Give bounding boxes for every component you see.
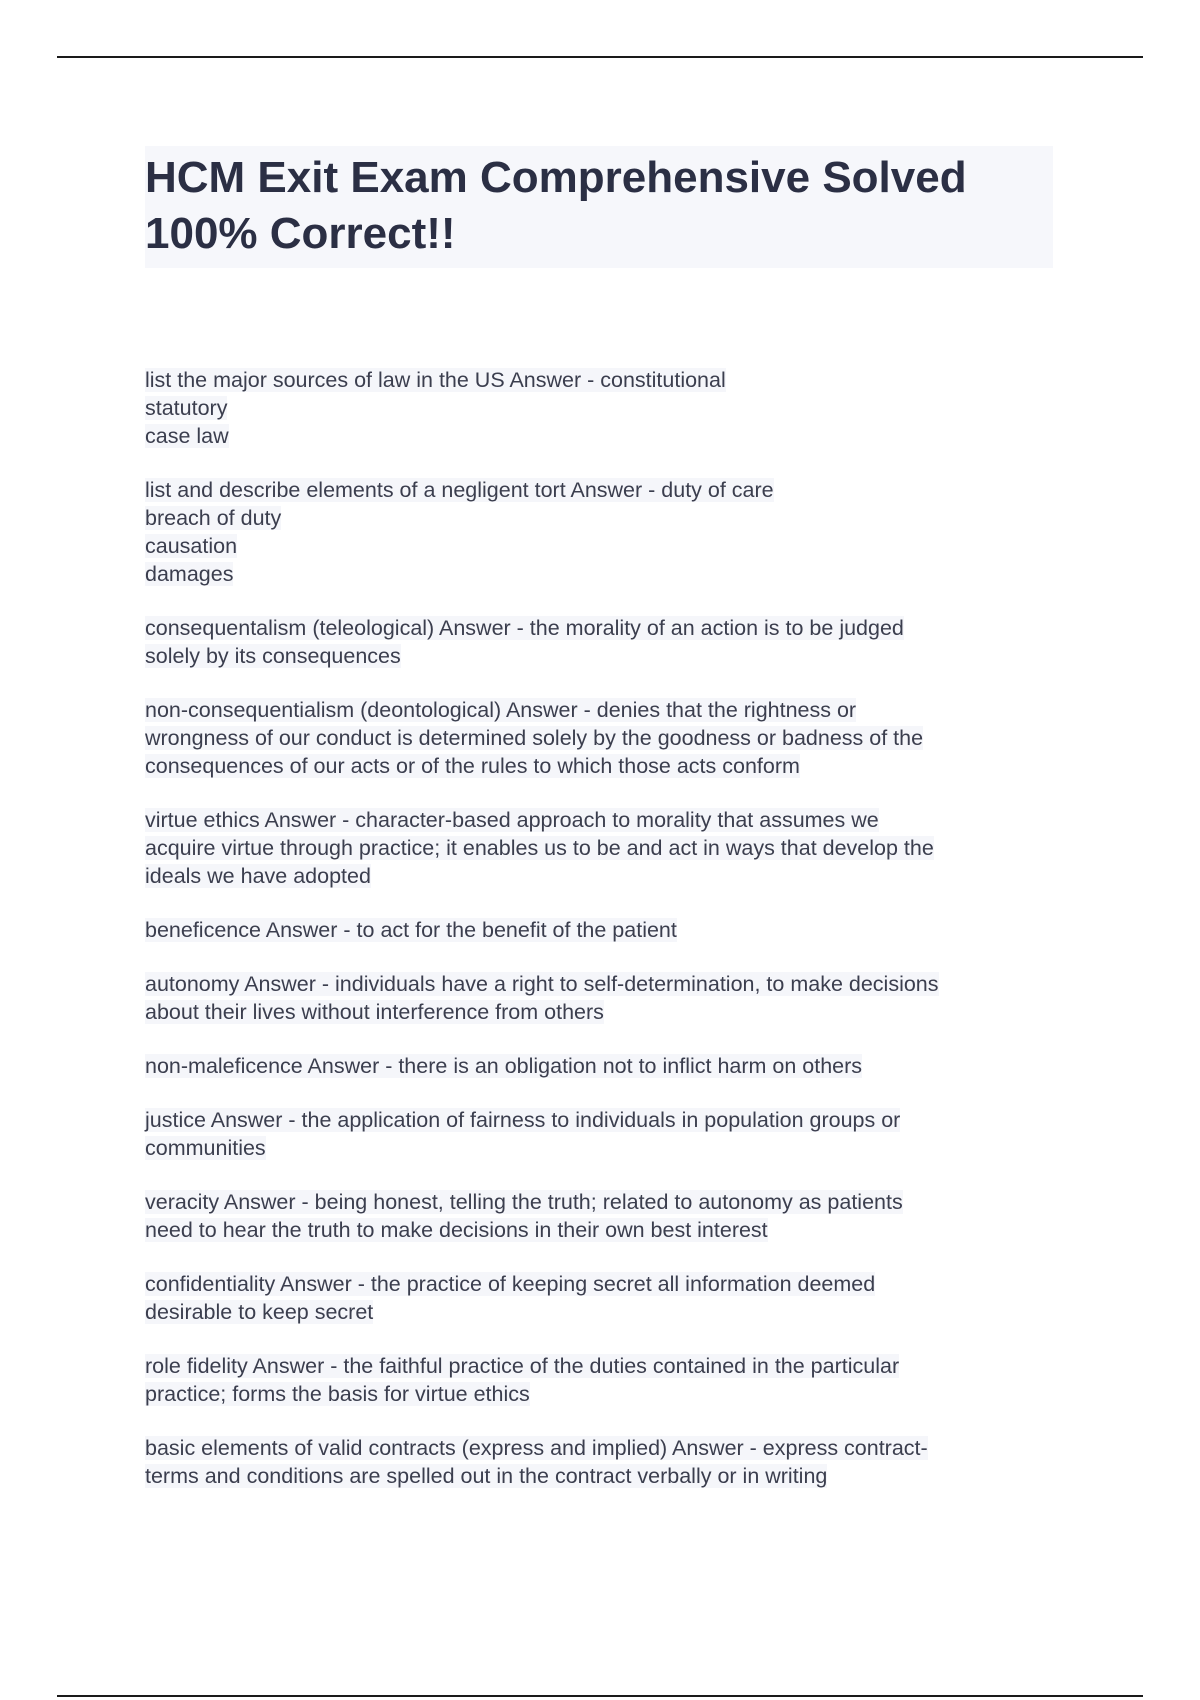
entry-line (145, 806, 1065, 834)
entry-line-text: about their lives without interference from others (145, 1000, 604, 1024)
qa-entry (145, 1434, 1065, 1490)
entry-line (145, 560, 1065, 588)
entry-line (145, 422, 1065, 450)
entry-line-text: justice Answer - the application of fairness to individuals in population groups or (145, 1108, 901, 1132)
qa-entry (145, 614, 1065, 670)
qa-entry (145, 970, 1065, 1026)
entry-line-text: list and describe elements of a negligent tort Answer - duty of care (145, 478, 774, 502)
qa-entry (145, 696, 1065, 780)
entry-line-text: virtue ethics Answer - character-based approach to morality that assumes we (145, 808, 879, 832)
qa-entries (145, 366, 1065, 1516)
entry-line (145, 1462, 1065, 1490)
entry-line-text: breach of duty (145, 506, 282, 530)
qa-entry (145, 1052, 1065, 1080)
entry-line-text: communities (145, 1136, 266, 1160)
entry-line (145, 614, 1065, 642)
entry-line-text: basic elements of valid contracts (express and implied) Answer - express contract- (145, 1436, 928, 1460)
entry-line (145, 366, 1065, 394)
entry-line-text: non-maleficence Answer - there is an obligation not to inflict harm on others (145, 1054, 863, 1078)
entry-line-text: practice; forms the basis for virtue ethics (145, 1382, 530, 1406)
entry-line (145, 532, 1065, 560)
entry-line-text: causation (145, 534, 238, 558)
entry-line-text: ideals we have adopted (145, 864, 371, 888)
entry-line-text: terms and conditions are spelled out in the contract verbally or in writing (145, 1464, 828, 1488)
entry-line (145, 1380, 1065, 1408)
entry-line-text: damages (145, 562, 234, 586)
entry-line (145, 1434, 1065, 1462)
entry-line (145, 862, 1065, 890)
title-line-1: HCM Exit Exam Comprehensive Solved (145, 153, 967, 202)
entry-line (145, 970, 1065, 998)
entry-line (145, 1216, 1065, 1244)
entry-line-text: role fidelity Answer - the faithful practice of the duties contained in the particular (145, 1354, 900, 1378)
title-line-2: 100% Correct!! (145, 209, 456, 258)
entry-line-text: non-consequentialism (deontological) Answer - denies that the rightness or (145, 698, 857, 722)
qa-entry (145, 476, 1065, 588)
entry-line-text: list the major sources of law in the US Answer - constitutional (145, 368, 726, 392)
entry-line (145, 916, 1065, 944)
entry-line (145, 1188, 1065, 1216)
qa-entry (145, 806, 1065, 890)
top-rule (57, 56, 1143, 58)
entry-line (145, 834, 1065, 862)
entry-line-text: autonomy Answer - individuals have a right to self-determination, to make decisions (145, 972, 939, 996)
entry-line-text: acquire virtue through practice; it enables us to be and act in ways that develop the (145, 836, 934, 860)
entry-line-text: need to hear the truth to make decisions in their own best interest (145, 1218, 768, 1242)
entry-line-text: consequentalism (teleological) Answer - the morality of an action is to be judged (145, 616, 904, 640)
title-block (145, 146, 1053, 268)
entry-line (145, 1134, 1065, 1162)
entry-line (145, 394, 1065, 422)
entry-line-text: veracity Answer - being honest, telling the truth; related to autonomy as patients (145, 1190, 903, 1214)
document-title (145, 150, 1053, 262)
entry-line-text: desirable to keep secret (145, 1300, 374, 1324)
qa-entry (145, 1188, 1065, 1244)
qa-entry (145, 916, 1065, 944)
entry-line (145, 1106, 1065, 1134)
entry-line-text: beneficence Answer - to act for the benefit of the patient (145, 918, 677, 942)
entry-line (145, 504, 1065, 532)
entry-line-text: wrongness of our conduct is determined solely by the goodness or badness of the (145, 726, 924, 750)
entry-line (145, 1352, 1065, 1380)
entry-line (145, 724, 1065, 752)
qa-entry (145, 1270, 1065, 1326)
qa-entry (145, 1106, 1065, 1162)
qa-entry (145, 1352, 1065, 1408)
entry-line-text: consequences of our acts or of the rules to which those acts conform (145, 754, 800, 778)
entry-line-text: solely by its consequences (145, 644, 401, 668)
entry-line (145, 998, 1065, 1026)
entry-line-text: statutory (145, 396, 228, 420)
entry-line (145, 476, 1065, 504)
entry-line (145, 1298, 1065, 1326)
entry-line (145, 696, 1065, 724)
entry-line-text: confidentiality Answer - the practice of keeping secret all information deemed (145, 1272, 876, 1296)
bottom-rule (57, 1695, 1143, 1697)
entry-line (145, 1270, 1065, 1298)
entry-line (145, 752, 1065, 780)
qa-entry (145, 366, 1065, 450)
entry-line (145, 1052, 1065, 1080)
entry-line-text: case law (145, 424, 229, 448)
entry-line (145, 642, 1065, 670)
